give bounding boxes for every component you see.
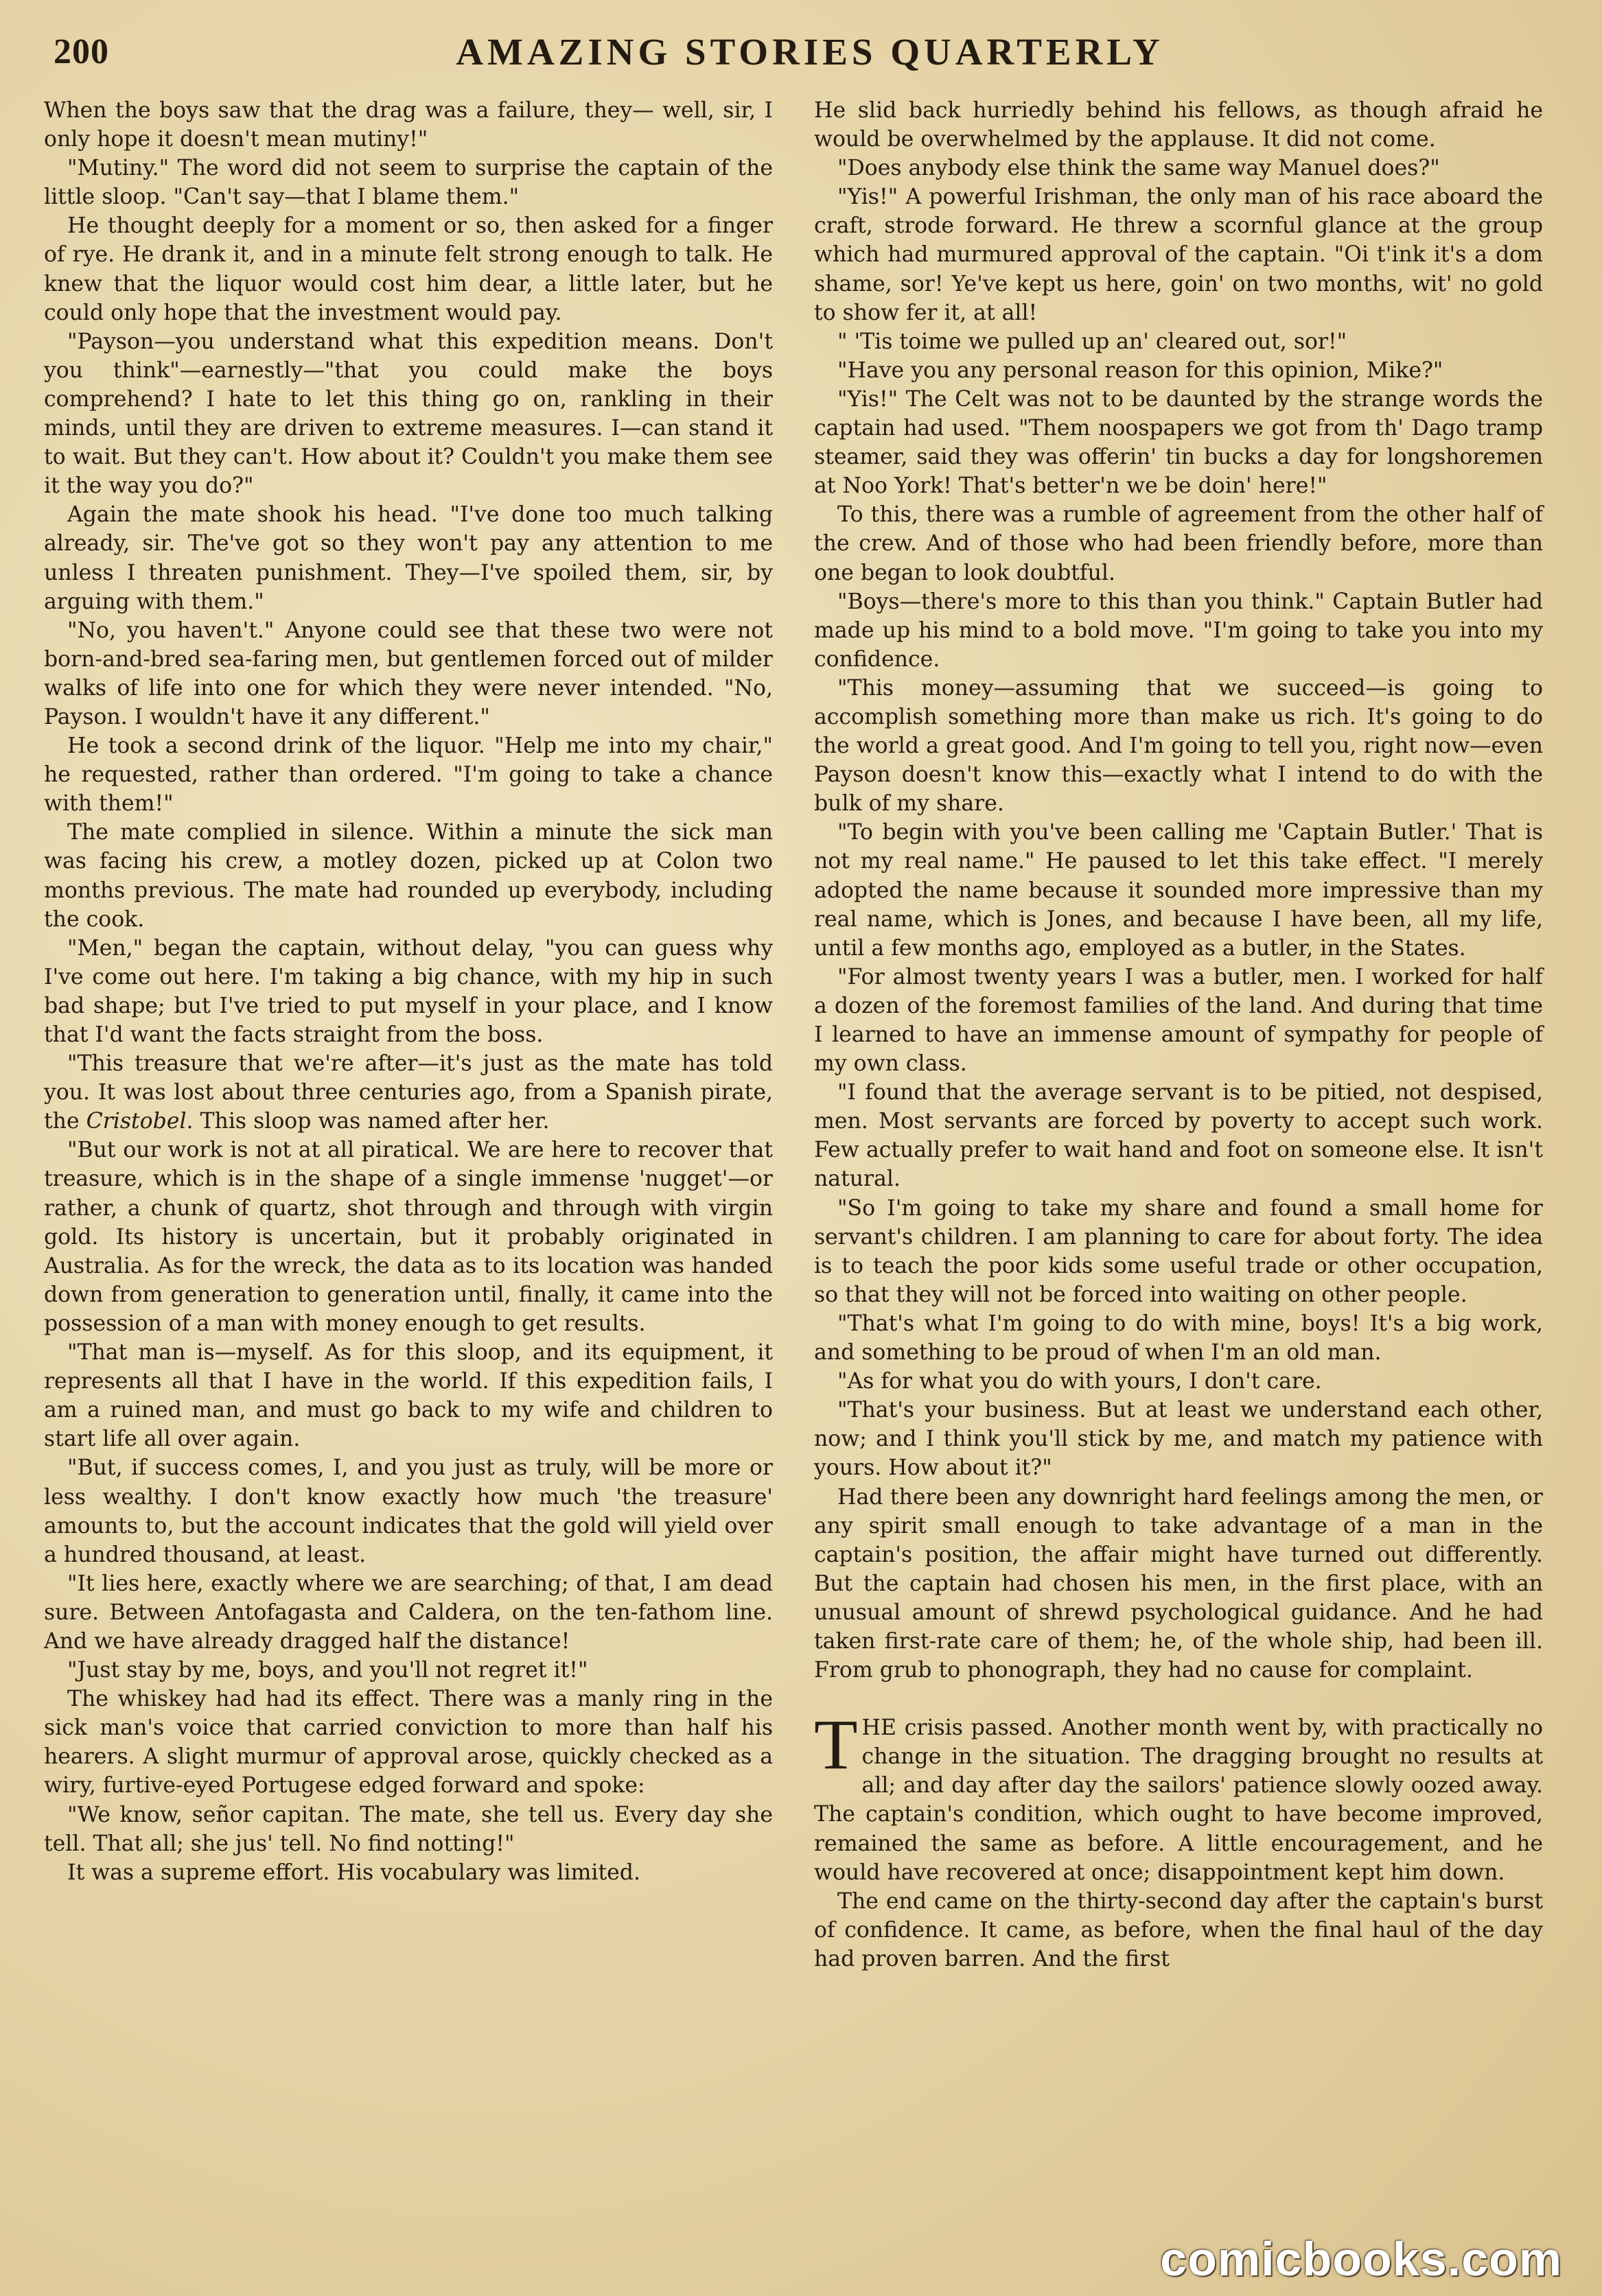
paragraph: "We know, señor capitan. The mate, she tell us. Every day she tell. That all; she jus' tell. No find notting!" <box>44 1802 773 1856</box>
paragraph: The end came on the thirty-second day after the captain's burst of confidence. It came, as before, when the final haul of the day had proven barren. And the first <box>814 1888 1543 1971</box>
paragraph: "Yis!" The Celt was not to be daunted by the strange words the captain had used. "Them noospapers we got from th' Dago tramp steamer, said they was offerin' tin bucks a day for longshoremen at Noo York! That's better'n we be doin' here!" <box>814 386 1543 499</box>
paragraph: "So I'm going to take my share and found a small home for servant's children. I am planning to care for about forty. The idea is to teach the poor kids some useful trade or other occupation, so that they will not be forced into waiting on other people. <box>814 1195 1543 1307</box>
paragraph: "That man is—myself. As for this sloop, and its equipment, it represents all that I have in the world. If this expedition fails, I am a ruined man, and must go back to my wife and children to start life all over again. <box>44 1340 773 1452</box>
paragraph: "As for what you do with yours, I don't care. <box>837 1369 1322 1394</box>
paragraph: It was a supreme effort. His vocabulary was limited. <box>67 1860 640 1885</box>
paragraph: The mate complied in silence. Within a minute the sick man was facing his crew, a motley dozen, picked up at Colon two months previous. The mate had rounded up everybody, including the cook. <box>44 820 773 932</box>
paragraph: "That's your business. But at least we understand each other, now; and I think you'll stick by me, and match my patience with yours. How about it?" <box>814 1398 1543 1481</box>
left-column <box>44 96 773 1887</box>
right-column <box>814 96 1543 1973</box>
paragraph: "Men," began the captain, without delay, "you can guess why I've come out here. I'm taking a big chance, with my hip in such bad shape; but I've tried to put myself in your place, and I know that I'd want the facts straight from the boss. <box>44 935 773 1047</box>
paragraph: When the boys saw that the drag was a failure, they— well, sir, I only hope it doesn't mean mutiny!" <box>44 98 773 152</box>
paragraph: "For almost twenty years I was a butler, men. I worked for half a dozen of the foremost families of the land. And during that time I learned to have an immense amount of sympathy for people of my own class. <box>814 964 1543 1077</box>
paragraph: "Yis!" A powerful Irishman, the only man of his race aboard the craft, strode forward. He threw a scornful glance at the group which had murmured approval of the captain. "Oi t'ink it's a dom shame, sor! Ye've kept us here, goin' on two months, wit' no gold to show fer it, at all! <box>814 185 1543 325</box>
drop-cap: T <box>814 1705 858 1785</box>
section-break <box>814 1685 1543 1713</box>
page-number: 200 <box>54 32 109 71</box>
paragraph: "I found that the average servant is to be pitied, not despised, men. Most servants are forced by poverty to accept such work. Few actually prefer to wait hand and foot on someone else. It isn't natural. <box>814 1080 1543 1192</box>
paragraph: "Payson—you understand what this expedition means. Don't you think"—earnestly—"that you could make the boys comprehend? I hate to let this thing go on, rankling in their minds, until they are driven to extreme measures. I—can stand it to wait. But they can't. How about it? Couldn't you make them see it the way you do?" <box>44 329 773 499</box>
paragraph: "But our work is not at all piratical. We are here to recover that treasure, which is in the shape of a single immense 'nugget'—or rather, a chunk of quartz, shot through and through with virgin gold. Its history is uncertain, but it probably originated in Australia. As for the wreck, the data as to its location was handed down from generation to generation until, finally, it came into the possession of a man with money enough to get results. <box>44 1138 773 1336</box>
paragraph: Again the mate shook his head. "I've done too much talking already, sir. The've got so they won't pay any attention to me unless I threaten punishment. They—I've spoiled them, sir, by arguing with them." <box>44 502 773 614</box>
paragraph: "But, if success comes, I, and you just as truly, will be more or less wealthy. I don't know exactly how much 'the treasure' amounts to, but the account indicates that the gold will yield over a hundred thousand, at least. <box>44 1455 773 1567</box>
section-opening-text: HE crisis passed. Another month went by, with practically no change in the situation. The dragging brought no results at all; and day after day the sailors' patience slowly oozed away. The captain's condition, which ought to have become improved, remained the same as before. A little encouragement, and he would have recovered at once; disappointment kept him down. <box>814 1715 1543 1885</box>
paragraph: To this, there was a rumble of agreement from the other half of the crew. And of those who had been friendly before, more than one began to look doubtful. <box>814 502 1543 585</box>
ship-name: Cristobel <box>86 1109 187 1134</box>
paragraph: The whiskey had had its effect. There was a manly ring in the sick man's voice that carried conviction to more than half his hearers. A slight murmur of approval arose, quickly checked as a wiry, furtive-eyed Portugese edged forward and spoke: <box>44 1687 773 1799</box>
magazine-title: AMAZING STORIES QUARTERLY <box>456 31 1164 73</box>
paragraph: "No, you haven't." Anyone could see that these two were not born-and-bred sea-faring men, but gentlemen forced out of milder walks of life into one for which they were never intended. "No, Payson. I wouldn't have it any different." <box>44 618 773 729</box>
paragraph: He took a second drink of the liquor. "Help me into my chair," he requested, rather than ordered. "I'm going to take a chance with them!" <box>44 734 773 817</box>
paragraph: "To begin with you've been calling me 'Captain Butler.' That is not my real name." He paused to let this take effect. "I merely adopted the name because it sounded more impressive than my real name, which is Jones, and because I have been, all my life, until a few months ago, employed as a butler, in the States. <box>814 820 1543 961</box>
paragraph: He slid back hurriedly behind his fellows, as though afraid he would be overwhelmed by the applause. It did not come. <box>814 98 1543 152</box>
watermark: comicbooks.com <box>1160 2232 1562 2286</box>
paragraph: "It lies here, exactly where we are searching; of that, I am dead sure. Between Antofagasta and Caldera, on the ten-fathom line. And we have already dragged half the distance! <box>44 1571 773 1654</box>
paragraph: "Have you any personal reason for this opinion, Mike?" <box>837 358 1443 383</box>
section-opening-paragraph <box>814 1705 1543 1887</box>
paragraph: He thought deeply for a moment or so, then asked for a finger of rye. He drank it, and in a minute felt strong enough to talk. He knew that the liquor would cost him dear, a little later, but he could only hope that the investment would pay. <box>44 213 773 325</box>
paragraph: "Does anybody else think the same way Manuel does?" <box>837 156 1440 181</box>
paragraph: "Boys—there's more to this than you think." Captain Butler had made up his mind to a bold move. "I'm going to take you into my confidence. <box>814 589 1543 672</box>
paragraph: " 'Tis toime we pulled up an' cleared out, sor!" <box>837 329 1347 354</box>
paragraph: "This treasure that we're after—it's just as the mate has told you. It was lost about three centuries ago, from a Spanish pirate, the Cristobel. This sloop was named after her. <box>44 1051 773 1134</box>
paragraph: "Mutiny." The word did not seem to surprise the captain of the little sloop. "Can't say—that I blame them." <box>44 156 773 210</box>
paragraph: "Just stay by me, boys, and you'll not regret it!" <box>67 1658 588 1683</box>
paragraph: "This money—assuming that we succeed—is going to accomplish something more than make us rich. It's going to do the world a great good. And I'm going to tell you, right now—even Payson doesn't know this—exactly what I intend to do with the bulk of my share. <box>814 675 1543 817</box>
page-header <box>48 25 1572 80</box>
paragraph: Had there been any downright hard feelings among the men, or any spirit small enough to take advantage of a man in the captain's position, the affair might have turned out differently. But the captain had chosen his men, in the first place, with an unusual amount of shrewd psychological guidance. And he had taken first-rate care of them; he, of the whole ship, had been ill. From grub to phonograph, they had no cause for complaint. <box>814 1484 1543 1683</box>
paragraph: "That's what I'm going to do with mine, boys! It's a big work, and something to be proud of when I'm an old man. <box>814 1311 1543 1366</box>
